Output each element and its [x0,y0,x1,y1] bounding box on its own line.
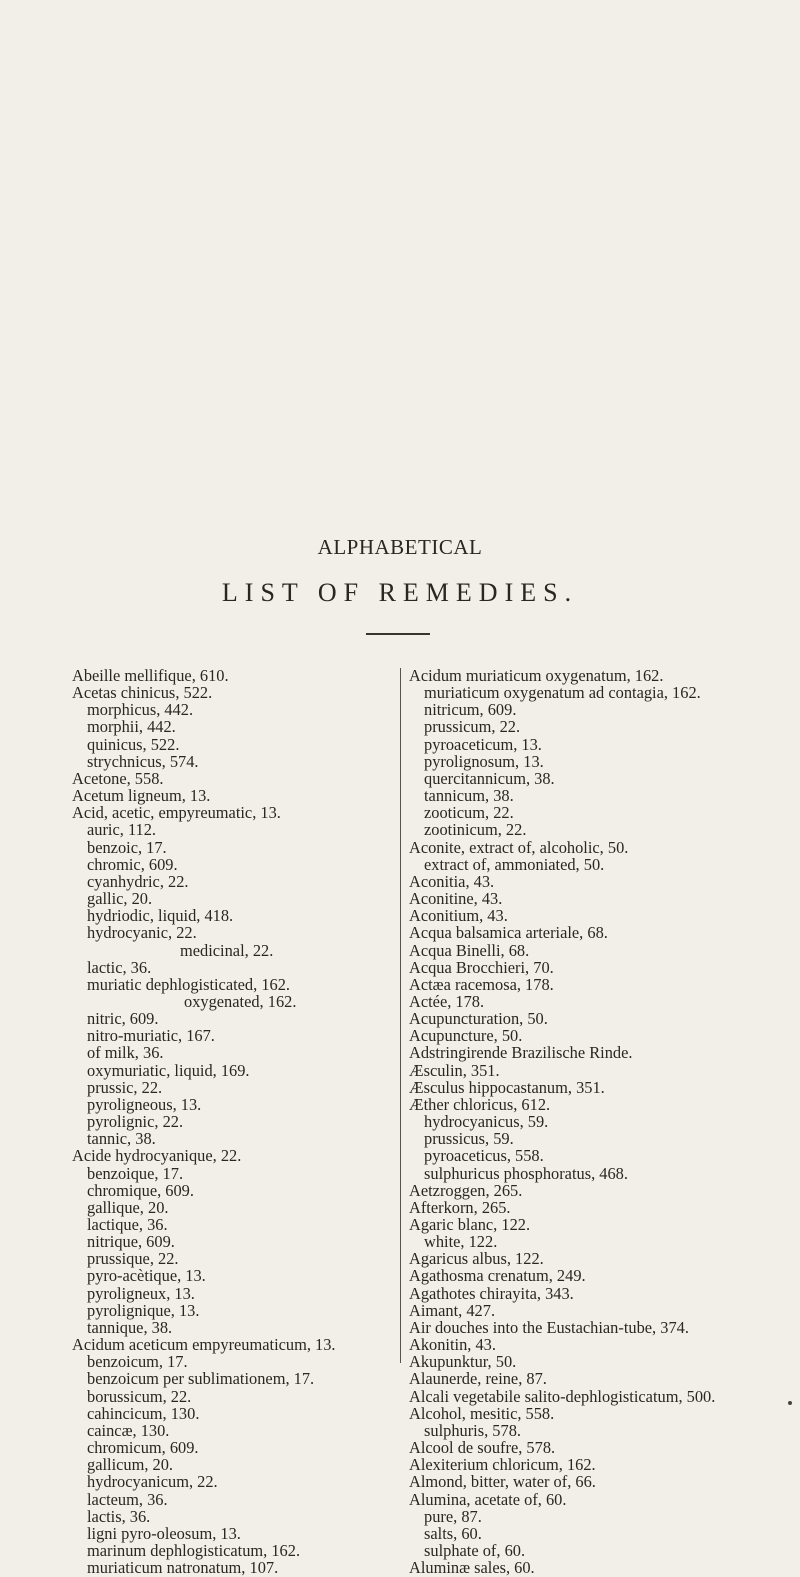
index-entry: Alcool de soufre, 578. [409,1438,556,1458]
index-entry: pyrolignosum, 13. [424,751,544,771]
index-entry: Acidum muriaticum oxygenatum, 162. [409,666,664,685]
index-entry: prussicum, 22. [424,717,521,737]
index-entry: pyrolignic, 22. [87,1112,184,1132]
index-entry: zootinicum, 22. [424,820,527,840]
index-entry: Acqua balsamica arteriale, 68. [409,923,608,943]
index-entry: pure, 87. [424,1506,482,1526]
index-entry: Afterkorn, 265. [409,1197,511,1217]
title-rule [366,633,430,635]
index-entry: pyro-acètique, 13. [87,1266,206,1286]
index-entry: extract of, ammoniated, 50. [424,854,605,874]
index-entry: pyroaceticum, 13. [424,734,542,754]
index-entry: morphii, 442. [87,717,176,737]
index-entry: gallic, 20. [87,889,153,909]
index-entry: chromic, 609. [87,854,178,874]
index-entry: morphicus, 442. [87,700,194,720]
index-entry: pyroligneux, 13. [87,1283,195,1303]
index-entry: Actæa racemosa, 178. [409,974,554,994]
index-entry: Abeille mellifique, 610. [72,666,229,685]
index-entry: tannic, 38. [87,1129,156,1149]
index-entry: Air douches into the Eustachian-tube, 374. [409,1317,689,1337]
index-entry: Alexiterium chloricum, 162. [409,1455,596,1475]
index-entry: lactic, 36. [87,957,152,977]
index-entry: Agaricus albus, 122. [409,1249,544,1269]
index-entry: benzoicum per sublimationem, 17. [87,1369,315,1389]
index-entry: Acetas chinicus, 522. [72,683,213,703]
index-entry: Actée, 178. [409,991,485,1011]
index-entry: nitro-muriatic, 167. [87,1026,215,1046]
index-entry: Acide hydrocyanique, 22. [72,1146,242,1166]
index-entry: Acetone, 558. [72,768,164,788]
index-entry: chromique, 609. [87,1180,194,1200]
index-entry: nitricum, 609. [424,700,517,720]
index-entry: Akonitin, 43. [409,1335,496,1355]
index-entry: hydrocyanicus, 59. [424,1112,549,1132]
index-entry: Agathosma crenatum, 249. [409,1266,586,1286]
index-entry: sulphuricus phosphoratus, 468. [424,1163,628,1183]
index-entry: Æsculus hippocastanum, 351. [409,1077,605,1097]
index-entry: chromicum, 609. [87,1438,199,1458]
index-entry: cyanhydric, 22. [87,871,189,891]
index-entry: Aconitium, 43. [409,906,508,926]
index-entry: white, 122. [424,1232,498,1252]
index-entry: Aetzroggen, 265. [409,1180,523,1200]
index-entry: Aconitine, 43. [409,889,503,909]
index-entry: tannique, 38. [87,1317,173,1337]
index-entry: muriaticum oxygenatum ad contagia, 162. [424,683,701,703]
ink-speck [788,1401,792,1405]
index-entry: Aconite, extract of, alcoholic, 50. [409,837,629,857]
index-entry: gallique, 20. [87,1197,169,1217]
index-entry: benzoique, 17. [87,1163,184,1183]
index-entry: prussicus, 59. [424,1129,514,1149]
index-entry: lactique, 36. [87,1215,168,1234]
index-entry: tannicum, 38. [424,786,514,806]
page-heading: ALPHABETICAL [317,535,483,559]
index-entry: Acupuncture, 50. [409,1026,523,1046]
index-entry: lactis, 36. [87,1506,151,1526]
index-entry: Acqua Binelli, 68. [409,940,530,960]
page-title: LIST OF REMEDIES. [221,578,579,607]
index-entry: Aimant, 427. [409,1300,496,1320]
index-entry: marinum dephlogisticatum, 162. [87,1540,301,1560]
index-entry: Agaric blanc, 122. [409,1215,531,1234]
index-entry: prussique, 22. [87,1249,179,1269]
index-entry: Alcohol, mesitic, 558. [409,1403,555,1423]
index-entry: zooticum, 22. [424,803,514,823]
index-entry: muriaticum natronatum, 107. [87,1558,279,1577]
index-entry: hydrocyanic, 22. [87,923,197,943]
index-entry: Alaunerde, reine, 87. [409,1369,547,1389]
index-entry: gallicum, 20. [87,1455,174,1475]
index-entry: Acetum ligneum, 13. [72,786,211,806]
index-entry: Adstringirende Brazilische Rinde. [409,1043,633,1063]
index-entry: caincæ, 130. [87,1420,170,1440]
index-entry: muriatic dephlogisticated, 162. [87,974,291,994]
index-entry: Acupuncturation, 50. [409,1009,548,1029]
index-entry: Æsculin, 351. [409,1060,500,1080]
index-entry: medicinal, 22. [180,940,274,960]
index-entry: Acidum aceticum empyreumaticum, 13. [72,1335,336,1355]
index-entry: Æther chloricus, 612. [409,1094,551,1114]
index-entry: Agathotes chirayita, 343. [409,1283,574,1303]
index-entry: Acid, acetic, empyreumatic, 13. [72,803,281,823]
index-entry: lacteum, 36. [87,1489,168,1509]
index-entry: Acqua Brocchieri, 70. [409,957,554,977]
index-entry: auric, 112. [87,820,157,840]
index-entry: Aluminæ sales, 60. [409,1558,535,1577]
index-entry: Aconitia, 43. [409,871,495,891]
index-entry: strychnicus, 574. [87,751,199,771]
index-column-right [409,667,789,1576]
index-entry: pyroaceticus, 558. [424,1146,544,1166]
index-entry: Alumina, acetate of, 60. [409,1489,567,1509]
index-entry: Alcali vegetabile salito-dephlogisticatum, 500. [409,1386,716,1406]
index-column-left [72,667,412,1576]
index-entry: of milk, 36. [87,1043,164,1063]
index-entry: salts, 60. [424,1523,482,1543]
index-entry: nitric, 609. [87,1009,159,1029]
index-entry: Akupunktur, 50. [409,1352,517,1372]
index-entry: Almond, bitter, water of, 66. [409,1472,596,1492]
index-entry: nitrique, 609. [87,1232,175,1252]
index-entry: oxygenated, 162. [184,991,297,1011]
index-entry: quinicus, 522. [87,734,180,754]
column-divider [400,668,401,1363]
index-entry: ligni pyro-oleosum, 13. [87,1523,241,1543]
index-entry: benzoic, 17. [87,837,167,857]
index-entry: benzoicum, 17. [87,1352,188,1372]
index-entry: borussicum, 22. [87,1386,192,1406]
index-entry: hydriodic, liquid, 418. [87,906,234,926]
index-entry: prussic, 22. [87,1077,163,1097]
index-entry: oxymuriatic, liquid, 169. [87,1060,250,1080]
index-entry: cahincicum, 130. [87,1403,200,1423]
index-entry: quercitannicum, 38. [424,768,555,788]
index-entry: sulphuris, 578. [424,1420,521,1440]
index-entry: pyroligneous, 13. [87,1094,202,1114]
index-entry: sulphate of, 60. [424,1540,526,1560]
index-entry: hydrocyanicum, 22. [87,1472,218,1492]
index-entry: pyrolignique, 13. [87,1300,200,1320]
